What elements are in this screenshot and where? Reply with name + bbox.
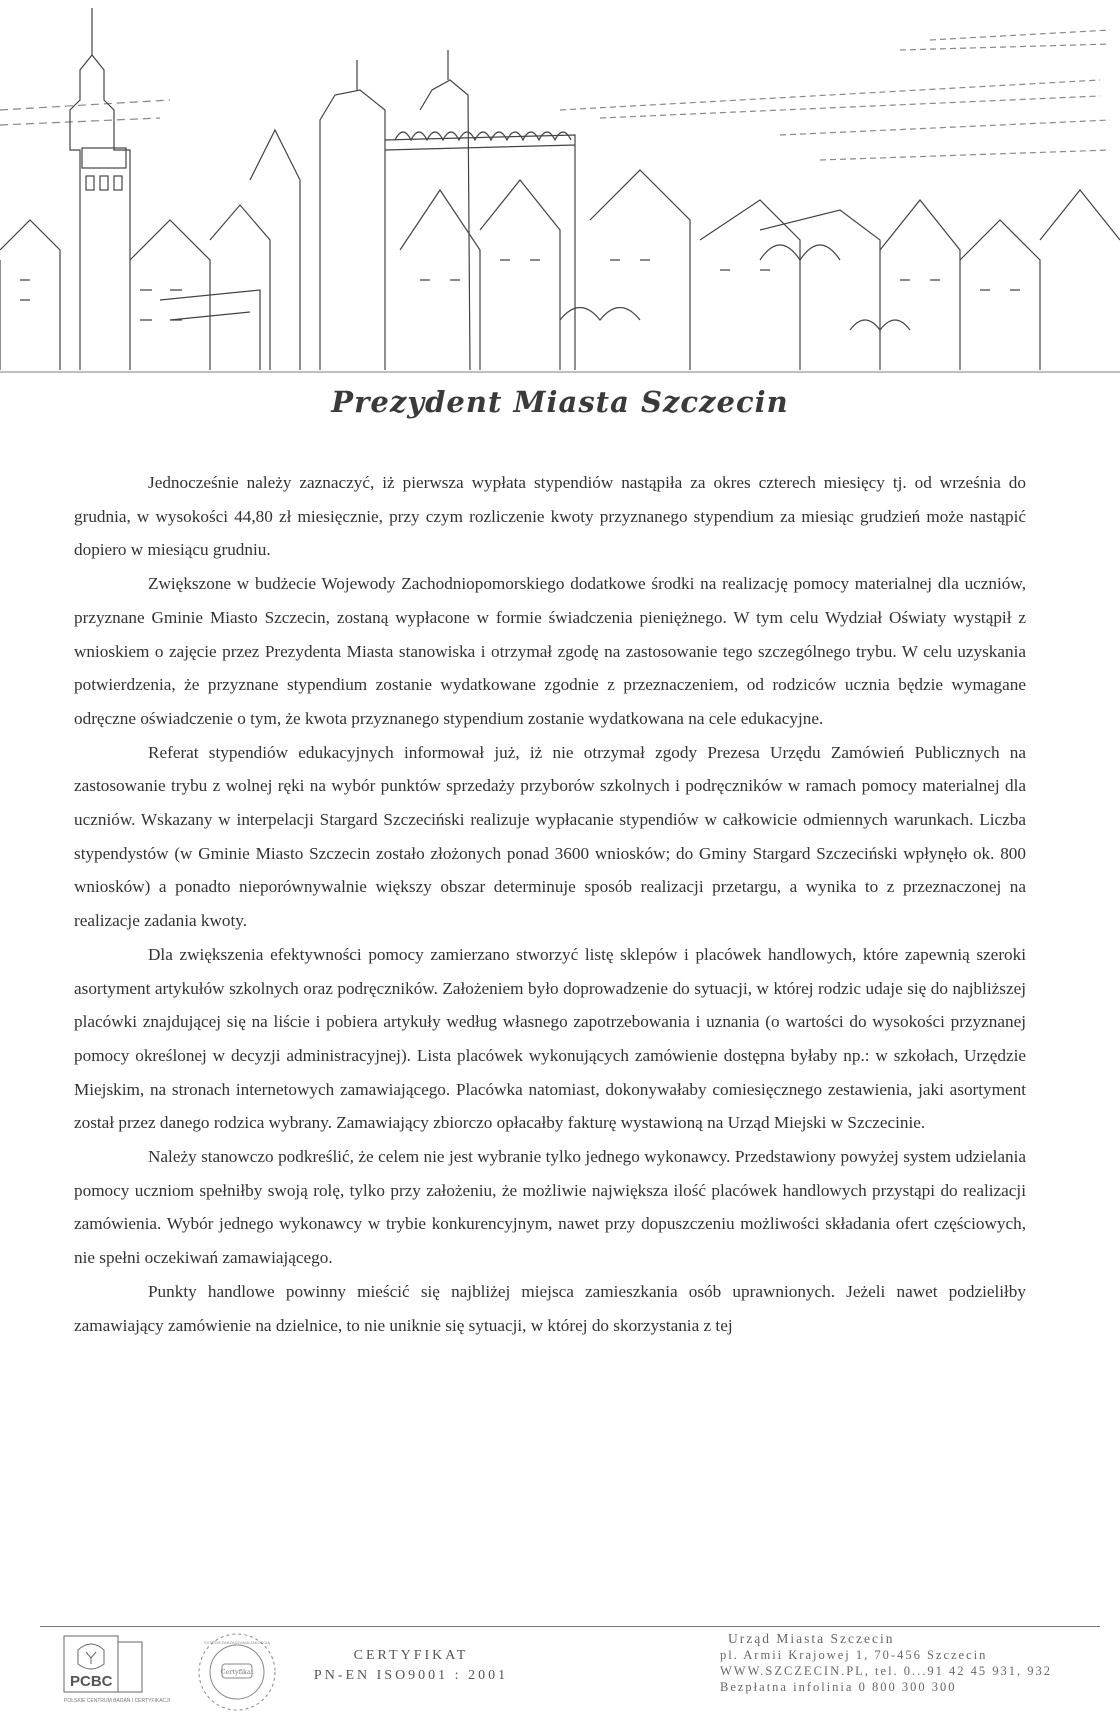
svg-text:POLSKIE CENTRUM BADAŃ I CERTYF: POLSKIE CENTRUM BADAŃ I CERTYFIKACJI: [64, 1698, 171, 1704]
paragraph: Dla zwiększenia efektywności pomocy zamierzano stworzyć listę sklepów i placówek handlowych, które zapewnią szeroki asortyment artykułów szkolnych oraz podręczników. Założeniem było doprowadzenie do sytuacji, w której rodzic udaje się do najbliższej placówki znajdującej się na liście i pobiera artykuły według własnego zapotrzebowania i uznania (o wartości do wysokości przyznanej pomocy określonej w decyzji administracyjnej). Lista placówek wykonujących zamówienie dostępna byłaby np.: w szkołach, Urzędzie Miejskim, na stronach internetowych zamawiającego. Placówka natomiast, dokonywałaby comiesięcznego zestawienia, jaki asortyment został przez danego rodzica wybrany. Zamawiający zbiorczo opłacałby fakturę wystawioną na Urząd Miejski w Szczecinie.: [74, 944, 1026, 1133]
office-contact: WWW.SZCZECIN.PL, tel. 0...91 42 45 931, 932: [720, 1664, 1053, 1678]
paragraph: Referat stypendiów edukacyjnych informował już, iż nie otrzymał zgody Prezesa Urzędu Zamówień Publicznych na zastosowanie trybu z wolnej ręki na wybór punktów sprzedaży przyborów szkolnych i podręczników w ramach pomocy materialnej dla uczniów. Wskazany w interpelacji Stargard Szczeciński realizuje wypłacanie stypendiów w całkowicie odmiennych warunkach. Liczba stypendystów (w Gminie Miasto Szczecin zostało złożonych ponad 3600 wniosków; do Gminy Stargard Szczeciński wpłynęło ok. 800 wniosków) a ponadto nieporównywalnie większy obszar determinuje sposób realizacji przetargu, a wynika to z przeznaczonej na realizacje zadania kwoty.: [74, 742, 1026, 931]
footer-divider: [40, 1626, 1100, 1627]
office-helpline: Bezpłatna infolinia 0 800 300 300: [720, 1680, 957, 1694]
svg-text:Certyfikat: Certyfikat: [220, 1668, 254, 1676]
certificate-standard: PN-EN ISO9001 : 2001: [313, 1668, 509, 1683]
pcbc-logo: [56, 1630, 171, 1706]
office-address: pl. Armii Krajowej 1, 70-456 Szczecin: [720, 1648, 988, 1662]
svg-text:PCBC: PCBC: [70, 1673, 113, 1690]
certificate-title: CERTYFIKAT: [353, 1648, 469, 1663]
certification-seal: [192, 1630, 282, 1714]
page-title: Prezydent Miasta Szczecin: [331, 385, 789, 419]
paragraph: Punkty handlowe powinny mieścić się najbliżej miejsca zamieszkania osób uprawnionych. Jeżeli nawet podzieliłby zamawiający zamówienie na dzielnice, to nie uniknie się sytuacji, w której do skorzystania z tej: [74, 1281, 1026, 1335]
document-body: [74, 466, 1026, 1342]
office-address-block: [720, 1631, 1110, 1695]
certificate-info: [306, 1646, 516, 1686]
city-panorama-illustration: [0, 0, 1120, 380]
svg-text:SYSTEM ZARZĄDZANIA JAKOŚCIĄ: SYSTEM ZARZĄDZANIA JAKOŚCIĄ: [203, 1640, 271, 1645]
office-name: Urząd Miasta Szczecin: [728, 1631, 895, 1646]
paragraph: Jednocześnie należy zaznaczyć, iż pierwsza wypłata stypendiów nastąpiła za okres czterech miesięcy tj. od września do grudnia, w wysokości 44,80 zł miesięcznie, przy czym rozliczenie kwoty przyznanego stypendium za miesiąc grudzień może nastąpić dopiero w miesiącu grudniu.: [74, 473, 1026, 560]
paragraph: Zwiększone w budżecie Wojewody Zachodniopomorskiego dodatkowe środki na realizację pomocy materialnej dla uczniów, przyznane Gminie Miasto Szczecin, zostaną wypłacone w formie świadczenia pieniężnego. W tym celu Wydział Oświaty wystąpił z wnioskiem o zajęcie przez Prezydenta Miasta stanowiska i otrzymał zgodę na zastosowanie tego szczególnego trybu. W celu uzyskania potwierdzenia, że przyznane stypendium zostanie wydatkowane zgodnie z przeznaczeniem, od rodziców ucznia będzie wymagane odręczne oświadczenie o tym, że kwota przyznanego stypendium zostanie wydatkowana na cele edukacyjne.: [74, 574, 1026, 728]
paragraph: Należy stanowczo podkreślić, że celem nie jest wybranie tylko jednego wykonawcy. Przedstawiony powyżej system udzielania pomocy uczniom spełniłby swoją rolę, tylko przy założeniu, że możliwie największa ilość placówek handlowych przystąpi do realizacji zamówienia. Wybór jednego wykonawcy w trybie konkurencyjnym, nawet przy dopuszczeniu możliwości składania ofert częściowych, nie spełni oczekiwań zamawiającego.: [74, 1147, 1026, 1268]
